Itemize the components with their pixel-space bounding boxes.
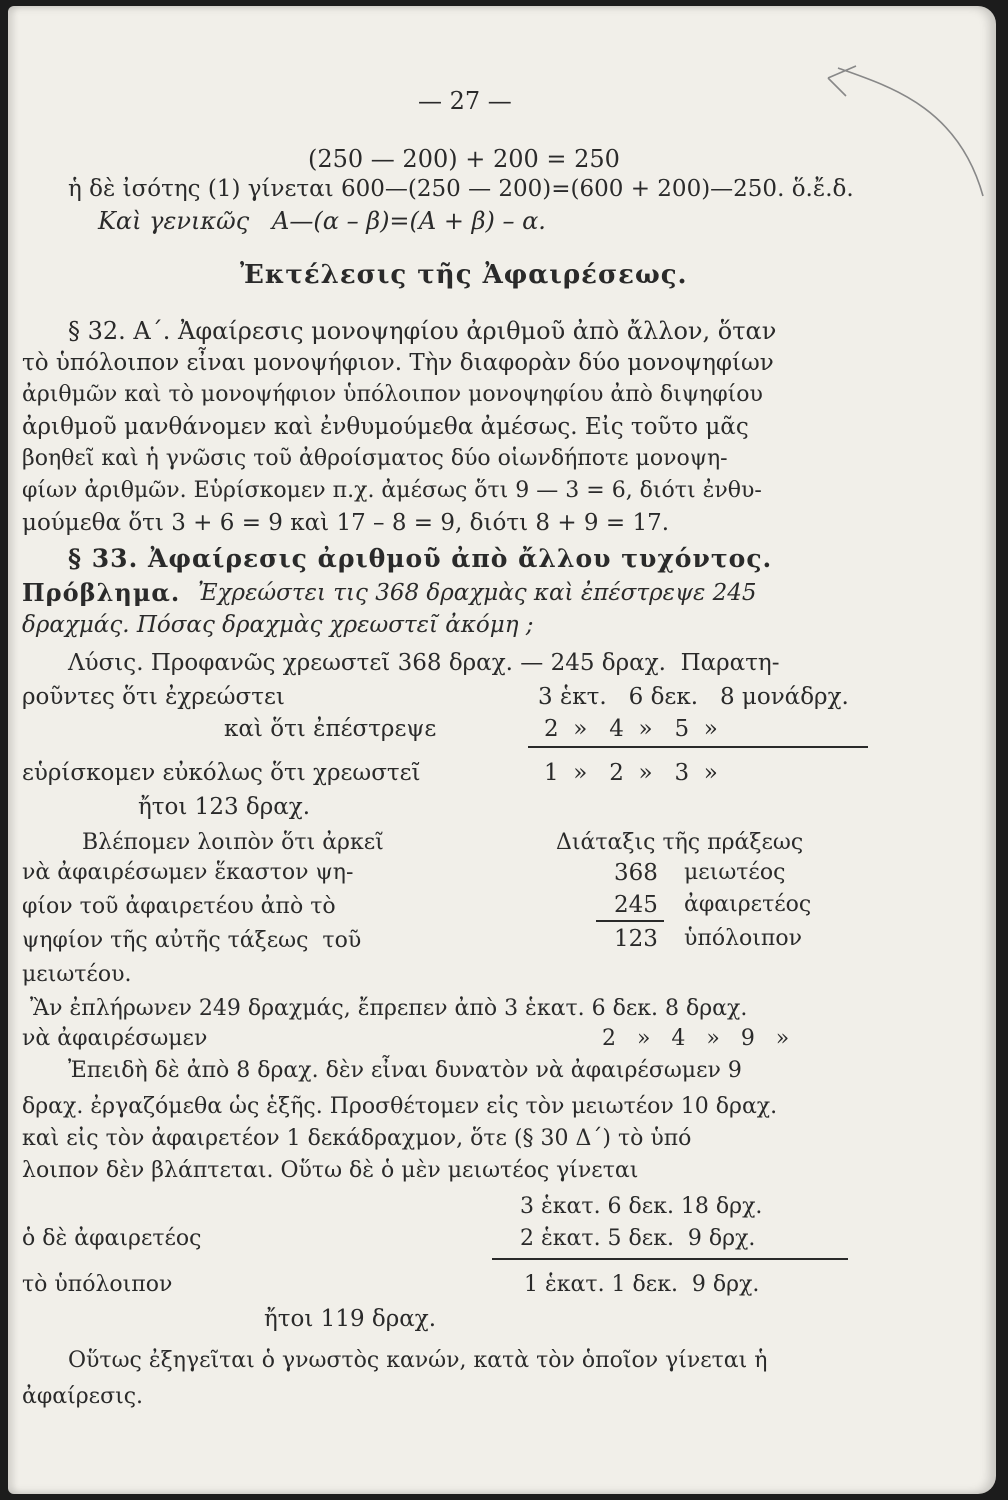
solution-total: ἤτοι 123 δραχ. [138, 794, 311, 820]
case249-rule [492, 1258, 848, 1260]
layout-label-1: μειωτέος [684, 860, 786, 885]
case249-subtrahend: 2 ἑκατ. 5 δεκ. 9 δρχ. [520, 1226, 756, 1251]
layout-label-3: ὑπόλοιπον [684, 926, 802, 951]
case249-minuend: 3 ἑκατ. 6 δεκ. 18 δρχ. [520, 1194, 763, 1219]
layout-rule [596, 920, 664, 922]
formula-line-2: ἡ δὲ ἰσότης (1) γίνεται 600—(250 — 200)=(600 + 200)—250. ὅ.ἔ.δ. [68, 176, 854, 202]
layout-number-2: 245 [614, 892, 658, 918]
method-line-5: μειωτέου. [22, 962, 132, 987]
para32-line-3: ἀριθμῶν καὶ τὸ μονοψήφιον ὑπόλοιπον μονοψηφίου ἀπὸ διψηφίου [22, 382, 763, 407]
layout-number-1: 368 [614, 860, 658, 886]
book-page [8, 6, 996, 1494]
case249-line2-values: 2 » 4 » 9 » [602, 1026, 790, 1051]
para32-line-6: φίων ἀριθμῶν. Εὑρίσκομεν π.χ. ἀμέσως ὅτι 9 — 3 = 6, διότι ἐνθυ- [22, 478, 762, 503]
problem-line-1: Ἐχρεώστει τις 368 δραχμὰς καὶ ἐπέστρεψε 245 [198, 580, 757, 606]
solution-line-1: Λύσις. Προφανῶς χρεωστεῖ 368 δραχ. — 245 δραχ. Παρατη- [68, 650, 780, 676]
para32-line-1: § 32. Α΄. Ἀφαίρεσις μονοψηφίου ἀριθμοῦ ἀπὸ ἄλλον, ὅταν [68, 317, 777, 345]
formula-line-1: (250 — 200) + 200 = 250 [308, 145, 620, 173]
case249-line-1: Ἂν ἐπλήρωνεν 249 δραχμάς, ἔπρεπεν ἀπὸ 3 ἑκατ. 6 δεκ. 8 δραχ. [30, 996, 748, 1021]
layout-title: Διάταξις τῆς πράξεως [556, 830, 804, 855]
para32-line-2: τὸ ὑπόλοιπον εἶναι μονοψήφιον. Τὴν διαφορὰν δύο μονοψηφίων [22, 350, 774, 376]
case249-line2-label: νὰ ἀφαιρέσωμεν [22, 1026, 208, 1051]
solution-result-label: εὑρίσκομεν εὐκόλως ὅτι χρεωστεῖ [22, 760, 421, 786]
solution-sum-rule [528, 746, 868, 748]
solution-returned-values: 2 » 4 » 5 » [544, 716, 718, 742]
case249-subtrahend-label: ὁ δὲ ἀφαιρετέος [22, 1226, 202, 1251]
para32-line-7: μούμεθα ὅτι 3 + 6 = 9 καὶ 17 – 8 = 9, διότι 8 + 9 = 17. [22, 510, 670, 536]
case249-para-2: δραχ. ἐργαζόμεθα ὡς ἑξῆς. Προσθέτομεν εἰς τὸν μειωτέον 10 δραχ. [22, 1094, 778, 1119]
method-line-3: φίον τοῦ ἀφαιρετέου ἀπὸ τὸ [22, 894, 336, 919]
case249-para-1: Ἐπειδὴ δὲ ἀπὸ 8 δραχ. δὲν εἶναι δυνατὸν νὰ ἀφαιρέσωμεν 9 [68, 1058, 742, 1083]
page-number: — 27 — [418, 87, 512, 115]
method-line-1: Βλέπομεν λοιπὸν ὅτι ἀρκεῖ [82, 830, 384, 855]
problem-line-2: δραχμάς. Πόσας δραχμὰς χρεωστεῖ ἀκόμη ; [22, 612, 534, 638]
case249-para-4: λοιπον δὲν βλάπτεται. Οὕτω δὲ ὁ μὲν μειωτέος γίνεται [22, 1158, 639, 1183]
problem-label: Πρόβλημα. [22, 578, 181, 607]
case249-para-3: καὶ εἰς τὸν ἀφαιρετέον 1 δεκάδραχμον, ὅτε (§ 30 Δ΄) τὸ ὑπό [22, 1126, 692, 1151]
case249-total: ἤτοι 119 δραχ. [264, 1306, 437, 1332]
solution-returned-label: καὶ ὅτι ἐπέστρεψε [224, 716, 437, 742]
case249-remainder-label: τὸ ὑπόλοιπον [22, 1272, 173, 1297]
layout-label-2: ἀφαιρετέος [684, 892, 812, 917]
solution-owed-values: 3 ἑκτ. 6 δεκ. 8 μονάδρχ. [538, 684, 849, 710]
solution-owed-label: ροῦντες ὅτι ἐχρεώστει [22, 684, 285, 710]
solution-result-values: 1 » 2 » 3 » [544, 760, 718, 786]
para32-line-5: βοηθεῖ καὶ ἡ γνῶσις τοῦ ἀθροίσματος δύο οἱωνδήποτε μονοψη- [22, 446, 728, 471]
section-heading: Ἐκτέλεσις τῆς Ἀφαιρέσεως. [240, 260, 688, 290]
method-line-4: ψηφίον τῆς αὐτῆς τάξεως τοῦ [22, 928, 362, 953]
para32-line-4: ἀριθμοῦ μανθάνομεν καὶ ἐνθυμούμεθα ἀμέσως. Εἰς τοῦτο μᾶς [22, 414, 749, 440]
conclusion-line-1: Οὕτως ἐξηγεῖται ὁ γνωστὸς κανών, κατὰ τὸν ὁποῖον γίνεται ἡ [68, 1348, 768, 1373]
formula-line-3: Καὶ γενικῶς Α—(α – β)=(Α + β) – α. [98, 207, 546, 235]
layout-number-3: 123 [614, 926, 658, 952]
method-line-2: νὰ ἀφαιρέσωμεν ἕκαστον ψη- [22, 860, 354, 885]
para33-heading: § 33. Ἀφαίρεσις ἀριθμοῦ ἀπὸ ἄλλου τυχόντος. [68, 544, 773, 573]
case249-remainder: 1 ἑκατ. 1 δεκ. 9 δρχ. [524, 1272, 760, 1297]
conclusion-line-2: ἀφαίρεσις. [22, 1384, 144, 1409]
